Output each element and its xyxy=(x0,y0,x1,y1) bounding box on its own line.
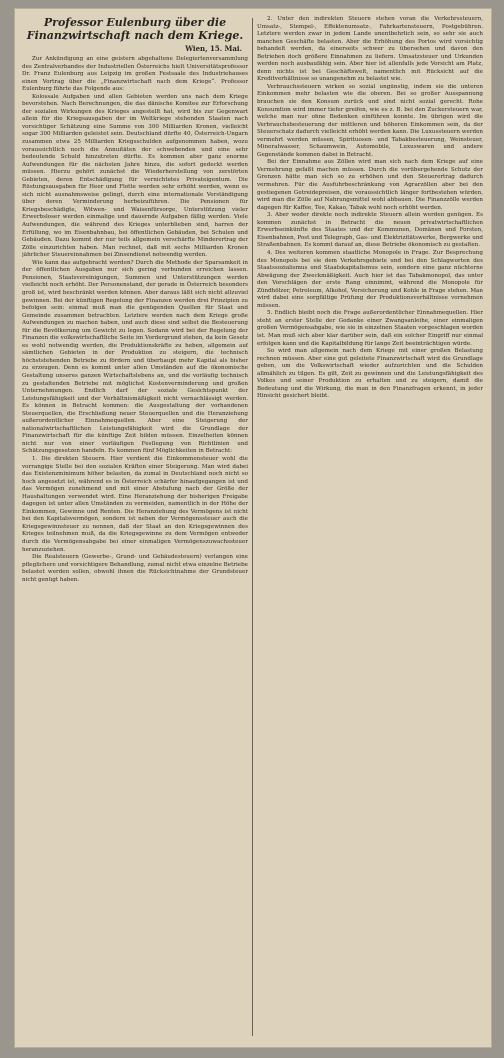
paragraph: 4. Des weiteren kommen staatliche Monopole in Frage. Zur Besprechung des Monopols bei sie dem Verkehrsgebiete und bei den Schlagworten des Staatssozialismus und Staatskapitalismus sein, sondern eine ganz nüchterne Abwägung der Zweckmäßigkeit. Auch hier ist das Tabakmonopol, das unter den Vorschlägen der erste Rang einnimmt, während die Monopole für Zündhölzer, Petroleum, Alkohol, Versicherung und Kohle in Frage stehen. Man wird dabei eine sorgfältige Prüfung der Produktionsverhältnisse vornehmen müssen. xyxy=(257,249,483,309)
paragraph: Die Realsteuern (Gewerbe-, Grund- und Gebäudesteuern) verlangen eine pfleglichere und vorsichtigere Behandlung, zumal nicht etwa einzelne Betriebe belastet werden sollen, obwohl ihnen die Rücksichtnahme der Grundsteuer nicht genügt haben. xyxy=(22,554,248,583)
newspaper-clipping xyxy=(14,8,492,1048)
dateline: Wien, 15. Mai. xyxy=(185,44,242,53)
article-headline: Professor Eulenburg über die Finanzwirtschaft nach dem Kriege. xyxy=(26,16,244,42)
column-divider xyxy=(252,18,253,1036)
paragraph: Verbrauchssteuern wirken so sozial ungünstig, indem sie die unteren Einkommen mehr belasten wie die oberen. Bei so großer Ausspannung brauchen sie den Konsum zurück und sind nicht sozial gerecht. Rohe Konsumtion wird immer tiefer greifen, wie es z. B. bei den Zuckersteuern war, welche man nur ohne Bedenken einführen konnte. Im übrigen wird die Verbrauchsbesteuerung der mittleren und höheren Einkommen sein, da der Steuerschatz dadurch vielleicht erhöht werden kann. Die Luxussteuern werden vermehrt werden müssen, Spirituosen- und Tabakbesteuerung, Weinsteuer, Mineralwasser, Schaumwein, Automobile, Luxuswaren und andere Gegenstände kommen dabei in Betracht. xyxy=(257,83,483,158)
paragraph: 5. Endlich bleibt noch die Frage außerordentlicher Einnahmequellen. Hier steht an erster Stelle der Gedanke einer Zwangsanleihe, einer einmaligen großen Vermögensabgabe, wie sie in einzelnen Staaten vorgeschlagen worden ist. Man muß sich aber klar darüber sein, daß ein solcher Eingriff nur einmal erfolgen kann und die Kapitalbildung für lange Zeit beeinträchtigen würde. xyxy=(257,310,483,347)
right-column xyxy=(257,16,483,1038)
left-column xyxy=(22,16,248,1038)
paragraph: 2. Unter den indirekten Steuern stehen voran die Verkehrssteuern, Umsatz-, Stempel-, Effektenumsatz-, Fahrkartensteuern, Postgebühren. Letztere werden zwar in jedem Lande unentbehrlich sein, so sehr sie auch manchen Geschäfte belasten. Aber die Erhöhung des Portos wird vorsichtig behandelt werden, da einerseits schwer zu übersehen und davon den Betrieben doch größere Einnahmen zu liefern. Umsatzsteuer und Urkunden werden noch ausbaufähig sein. Aber hier ist allenfalls jede Vorsicht am Platz, denn nichts ist bei Geschäftswelt, namentlich mit Rücksicht auf die Kreditverhältnisse so unangenehm zu belastet wie. xyxy=(257,16,483,83)
paragraph: Kolossale Aufgaben und allen Gebieten werden uns nach dem Kriege bevorstehen. Nach Berechnungen, die das dänische Komitee zur Erforschung der sozialen Wirkungen des Krieges angestellt hat, wird bis zur Gegenwart allein für die Kriegsausgaben der im Weltkriege stehenden Staaten nach vorsichtiger Schätzung eine Summe von 300 Milliarden Kronen, vielleicht sogar 300 Milliarden geleistet sein. Deutschland dürfte 40, Österreich-Ungarn zusammen etwa 25 Milliarden Kriegsschulden aufgenommen haben, wozu voraussichtlich noch die Annuitäten der schwebenden und eine sehr bedeutende Schuld hinzutreten dürfte. Es kommen aber ganz enorme Aufwendungen für die nächsten Jahre hinzu, die sofort gedeckt werden müssen. Hierzu gehört zunächst die Wiederherstellung von zerstörten Gebieten, deren Entschädigung für vernichtetes Privateigentum. Die Rüstungsausgaben für Heer und Flotte werden sehr erhöht werden, wenn es sich nicht ausnahmsweise gelingt, durch eine internationale Verständigung über deren Verminderung herbeizuführen. Die Pensionen für Kriegsbeschädigte, Witwen- und Waisenfürsorge, Unterstützung vieler Erwerbsloser werden einmalige und dauernde Aufgaben fällig werden. Viele Aufwendungen, die während des Krieges unterblieben sind, harren der Erfüllung, wo im Eisenbahnbau, bei öffentlichen Gebäuden, bei Schulen und Gebäuden. Dazu kommt der nur teils allgemein verschärfte Minderertrag der Zölle einzurichten haben. Man rechnet, daß mit sechs Milliarden Kronen jährlicher Steuereinnahmen bei Zinsendienst notwendig werden. xyxy=(22,93,248,259)
paragraph: Bei der Einnahme aus Zöllen wird man sich nach dem Kriege auf eine Vermehrung gefaßt machen müssen. Durch die vorübergehende Schutz der Grenzen hätte man sich so zu erhöhen und den Steuerertrag dadurch vermehren. Für die Ausfuhrbeschränkung von Agrarzöllen aber bei den gestiegenen Getreidepreisen, die voraussichtlich länger fortbestehen würden, wird man die Zölle auf Nahrungsmittel wohl abbauen. Die Finanzzölle werden dagegen für Kaffee, Tee, Kakao, Tabak wohl noch erhöht werden. xyxy=(257,159,483,211)
paragraph: 1. Die direkten Steuern. Hier verdient die Einkommensteuer wohl die vorrangige Stelle bei den sozialen Kräften einer Steigerung. Man wird dabei das Existenzminimum höher belasten, da zumal in Deutschland noch nicht so hoch angesetzt ist, während es in Österreich schärfer hinaufgegangen ist und das Vermögen zunehmend und mit einer Abstufung nach der Größe der Haushaltungen verwendet wird. Eine Heranziehung der bisherigen Freigabe dagegen ist unter allen Umständen zu vermeiden, namentlich in der Höhe der Einkommen, Gewinne und Renten. Die Heranziehung des Vermögens ist nicht bei den Kapitalsvermögen, sondern ist neben der Vermögenssteuer auch die Kriegsgewinnsteuer zu nennen, daß der Staat an den Kriegsgewinnen des Krieges teilnehmen muß, da die Kriegsgewinne zu dem Vermögen entweder durch die Vermögensabgabe bei einer einmaligen Vermögenszuwachssteuer heranzuziehen. xyxy=(22,455,248,553)
paragraph: So wird man allgemein nach dem Kriege mit einer großen Belastung rechnen müssen. Aber eine gut geleitete Finanzwirtschaft wird die Grundlage geben, um die Volkswirtschaft wieder aufzurichten und die Schulden allmählich zu tilgen. Es gilt, Zeit zu gewinnen und die Leistungsfähigkeit des Volkes und seiner Produktion zu erhalten und zu steigern, damit die Bedeutung und die Wirkung, die man in den Finanzfragen erkennt, in jeder Hinsicht gesichert bleibt. xyxy=(257,348,483,400)
paragraph: Zur Ankündigung an eine geistern abgehaltene Delegiertenversammlung des Zentralverbandes der Industriellen Österreichs hielt Universitätsprofessor Dr. Franz Eulenburg aus Leipzig im großen Festsaale des Industriehauses einen Vortrag über die „Finanzwirtschaft nach dem Kriege“. Professor Eulenburg führte das Folgende aus: xyxy=(22,56,248,93)
paragraph: 3. Aber weder direkte noch indirekte Steuern allein werden genügen. Es kommen zunächst in Betracht die neuen privatwirtschaftlichen Erwerbseinkünfte des Staates und der Kommunen, Domänen und Forsten, Eisenbahnen, Post und Telegraph, Gas- und Elektrizitätswerke, Bergwerke und Straßenbahnen. Es kommt darauf an, diese Betriebe ökonomisch zu gestalten. xyxy=(257,212,483,249)
paragraph: Wie kann das aufgebracht werden? Durch die Methode der Sparsamkeit in der öffentlichen Ausgaben nur sich gering verbunden erreichen lassen. Pensionen, Staatsvereinigungen, Summen und Unterstützungen werden vielleicht noch erhöht. Der Personenstand, der gerade in Österreich besonders groß ist, wird beschränkt werden können. Aber daraus läßt sich nicht allzuviel gewinnen. Bei der künftigen Regelung der Finanzen werden drei Prinzipien zu befolgen sein: einmal muß man die genügenden Quellen für Staat und Gemeinde zusammen betrachten. Letztere werden nach dem Kriege große Aufwendungen zu machen haben, und auch diese sind selbst die Besteuerung für die Bevölkerung um Gewicht zu legen. Sodann wird bei der Regelung der Finanzen die volkswirtschaftliche Seite im Vordergrund stehen, da kein Gesetz es wohl notwendig werden, die Produktionskräfte zu heben, allgemein auf sämtlichen Gebieten in der Produktion zu steigern, die technisch höchststehenden Betriebe zu fördern und überhaupt mehr Kapital als bisher zu erzeugen. Denn es kommt unter allen Umständen auf die ökonomische Gestaltung unseres ganzen Wirtschaftslebens an, und die vorläufig technisch zu gestaltenden Betriebe mit möglichst Kostenverminderung und großen Unternehmungen. Endlich darf der soziale Gesichtspunkt der Leistungsfähigkeit und der Verhältnismäßigkeit nicht vernachlässigt werden. Es können in Betracht kommen: die Ausgestaltung der vorhandenen Steuerquellen, die Erschließung neuer Steuerquellen und die Heranziehung außerordentlicher Einnahmequellen. Aber eine Steigerung der nationalwirtschaftlichen Leistungsfähigkeit wird die Grundlage der Finanzwirtschaft für die künftige Zeit bilden müssen. Einzelheiten können nicht nur von einer vorläufigen Festlegung von Richtlinien und Schätzungsgesetzen handeln. Es kommen fünf Möglichkeiten in Betracht: xyxy=(22,259,248,455)
